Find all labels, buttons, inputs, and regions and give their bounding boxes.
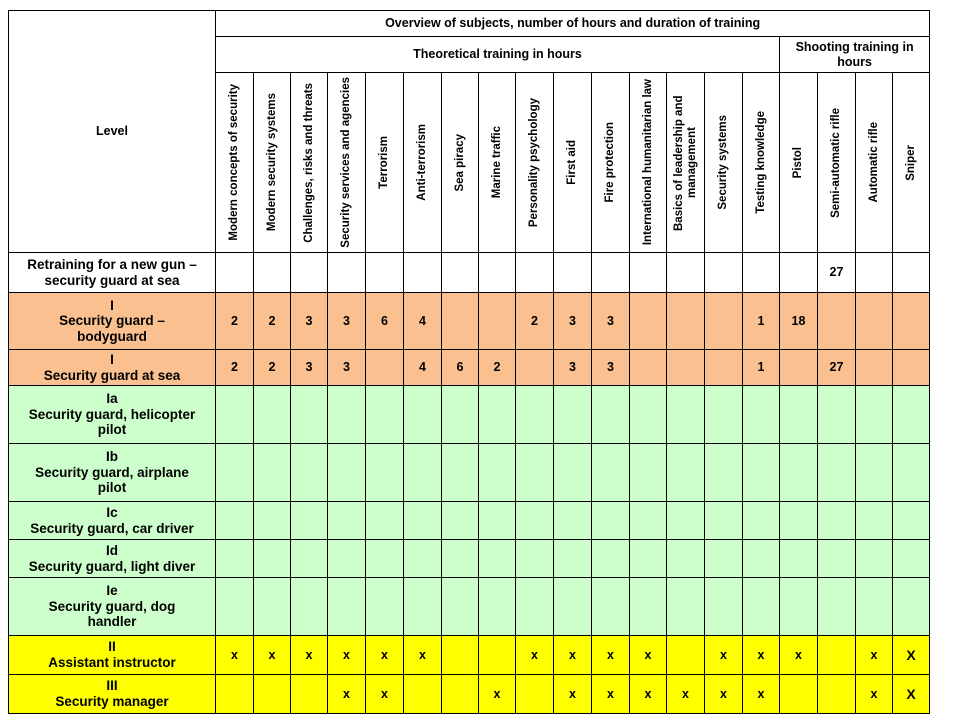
value-cell — [893, 350, 930, 386]
value-cell — [856, 386, 893, 444]
value-cell — [705, 293, 743, 350]
theoretical-subject-header — [705, 73, 743, 253]
level-header: Level — [9, 11, 216, 253]
training-overview-table — [8, 10, 930, 714]
value-cell — [328, 386, 366, 444]
value-cell — [856, 293, 893, 350]
level-text: Id — [106, 542, 118, 558]
value-cell: x — [328, 675, 366, 714]
level-text: Security guard, car driver — [30, 520, 194, 536]
value-cell: x — [554, 636, 592, 675]
value-cell — [479, 578, 516, 636]
value-cell: x — [254, 636, 291, 675]
value-cell — [667, 636, 705, 675]
value-cell — [592, 502, 630, 540]
value-cell — [592, 578, 630, 636]
level-text: security guard at sea — [44, 272, 180, 288]
value-cell — [404, 444, 442, 502]
value-cell — [366, 578, 404, 636]
value-cell: x — [856, 636, 893, 675]
value-cell — [780, 444, 818, 502]
table-row — [9, 293, 930, 350]
theoretical-subject-label: Challenges, risks and threats — [302, 82, 315, 243]
value-cell — [705, 386, 743, 444]
value-cell — [254, 675, 291, 714]
value-cell — [630, 578, 667, 636]
level-cell — [9, 253, 216, 293]
theoretical-subject-header — [743, 73, 780, 253]
value-cell — [780, 386, 818, 444]
theoretical-subject-header — [366, 73, 404, 253]
value-cell — [818, 293, 856, 350]
level-text: handler — [87, 614, 137, 630]
value-cell — [554, 253, 592, 293]
level-text: III — [106, 678, 118, 694]
shooting-training-header: Shooting training in hours — [780, 37, 930, 73]
value-cell: 3 — [554, 350, 592, 386]
value-cell — [442, 293, 479, 350]
value-cell — [291, 502, 328, 540]
value-cell — [254, 386, 291, 444]
value-cell — [216, 675, 254, 714]
value-cell — [705, 540, 743, 578]
value-cell — [893, 253, 930, 293]
value-cell — [291, 386, 328, 444]
table-row — [9, 444, 930, 502]
value-cell — [404, 540, 442, 578]
level-text: Retraining for a new gun – — [27, 256, 197, 272]
value-cell — [780, 675, 818, 714]
level-cell — [9, 540, 216, 578]
value-cell — [442, 253, 479, 293]
value-cell: x — [592, 636, 630, 675]
value-cell: x — [743, 675, 780, 714]
value-cell — [366, 444, 404, 502]
level-text: Security guard, light diver — [28, 558, 196, 574]
value-cell: X — [893, 675, 930, 714]
value-cell — [554, 502, 592, 540]
theoretical-subject-label: Security systems — [717, 115, 730, 210]
value-cell — [743, 386, 780, 444]
value-cell — [366, 253, 404, 293]
value-cell — [554, 540, 592, 578]
value-cell: 2 — [516, 293, 554, 350]
value-cell — [516, 386, 554, 444]
value-cell: x — [366, 636, 404, 675]
value-cell — [442, 578, 479, 636]
theoretical-subject-header — [516, 73, 554, 253]
value-cell — [254, 502, 291, 540]
level-text: Security manager — [55, 694, 169, 709]
value-cell — [254, 444, 291, 502]
value-cell: x — [554, 675, 592, 714]
value-cell — [780, 540, 818, 578]
value-cell — [705, 578, 743, 636]
value-cell — [856, 444, 893, 502]
value-cell — [291, 253, 328, 293]
table-row — [9, 502, 930, 540]
value-cell — [554, 386, 592, 444]
value-cell — [291, 444, 328, 502]
value-cell — [592, 540, 630, 578]
value-cell: 2 — [216, 350, 254, 386]
value-cell: x — [630, 636, 667, 675]
value-cell: 3 — [554, 293, 592, 350]
value-cell — [479, 386, 516, 444]
table-row — [9, 636, 930, 675]
value-cell — [592, 444, 630, 502]
value-cell — [328, 253, 366, 293]
value-cell — [818, 540, 856, 578]
value-cell — [516, 253, 554, 293]
value-cell: 3 — [592, 350, 630, 386]
value-cell: 2 — [254, 350, 291, 386]
theoretical-training-header: Theoretical training in hours — [216, 37, 780, 73]
value-cell: x — [516, 636, 554, 675]
theoretical-subject-header — [442, 73, 479, 253]
theoretical-subject-header — [404, 73, 442, 253]
level-cell — [9, 350, 216, 386]
theoretical-subject-label: Marine traffic — [490, 126, 503, 199]
value-cell — [667, 540, 705, 578]
shooting-subject-label: Automatic rifle — [867, 122, 880, 203]
level-text: Ib — [106, 449, 118, 465]
value-cell — [216, 502, 254, 540]
value-cell — [667, 386, 705, 444]
level-text: Ic — [106, 504, 118, 520]
value-cell — [366, 350, 404, 386]
value-cell — [893, 578, 930, 636]
value-cell: x — [404, 636, 442, 675]
value-cell — [554, 444, 592, 502]
theoretical-subject-label: Sea piracy — [453, 133, 466, 192]
level-text: Ia — [106, 391, 118, 407]
shooting-subject-label: Sniper — [904, 144, 917, 181]
value-cell — [743, 253, 780, 293]
value-cell — [291, 578, 328, 636]
shooting-subject-header — [893, 73, 930, 253]
value-cell — [630, 540, 667, 578]
value-cell — [442, 502, 479, 540]
value-cell: 6 — [366, 293, 404, 350]
value-cell — [216, 540, 254, 578]
theoretical-subject-label: Fire protection — [604, 122, 617, 203]
value-cell — [743, 502, 780, 540]
value-cell — [404, 502, 442, 540]
value-cell — [705, 444, 743, 502]
value-cell — [404, 675, 442, 714]
value-cell: X — [893, 636, 930, 675]
value-cell — [630, 444, 667, 502]
value-cell — [442, 675, 479, 714]
value-cell: 1 — [743, 293, 780, 350]
value-cell: x — [705, 675, 743, 714]
level-text: Security guard, helicopter — [28, 406, 196, 422]
value-cell — [893, 293, 930, 350]
value-cell — [291, 675, 328, 714]
level-text: I — [110, 351, 114, 367]
level-text: Security guard – — [59, 313, 165, 329]
level-cell — [9, 675, 216, 714]
level-cell — [9, 293, 216, 350]
value-cell — [516, 502, 554, 540]
value-cell: 2 — [254, 293, 291, 350]
table-title: Overview of subjects, number of hours and duration of training — [216, 11, 930, 37]
value-cell: x — [328, 636, 366, 675]
theoretical-subject-header — [667, 73, 705, 253]
value-cell — [818, 444, 856, 502]
value-cell: 3 — [328, 293, 366, 350]
value-cell — [630, 293, 667, 350]
value-cell — [893, 386, 930, 444]
value-cell — [818, 578, 856, 636]
value-cell: x — [667, 675, 705, 714]
value-cell: x — [705, 636, 743, 675]
theoretical-subject-label: Terrorism — [378, 136, 391, 189]
value-cell — [366, 540, 404, 578]
theoretical-subject-header — [328, 73, 366, 253]
value-cell — [705, 253, 743, 293]
value-cell: 1 — [743, 350, 780, 386]
value-cell — [856, 253, 893, 293]
value-cell — [254, 253, 291, 293]
value-cell — [479, 540, 516, 578]
level-cell — [9, 578, 216, 636]
value-cell — [442, 444, 479, 502]
theoretical-subject-label: Modern security systems — [265, 93, 278, 232]
value-cell — [479, 293, 516, 350]
value-cell: x — [630, 675, 667, 714]
table-row — [9, 675, 930, 714]
level-text: Security guard, dog — [48, 598, 176, 614]
value-cell — [479, 636, 516, 675]
value-cell — [366, 502, 404, 540]
level-cell — [9, 636, 216, 675]
value-cell: x — [592, 675, 630, 714]
value-cell — [404, 386, 442, 444]
value-cell — [780, 350, 818, 386]
theoretical-subject-header — [592, 73, 630, 253]
value-cell — [893, 540, 930, 578]
level-cell — [9, 502, 216, 540]
value-cell — [856, 540, 893, 578]
theoretical-subject-header — [216, 73, 254, 253]
table-row — [9, 540, 930, 578]
value-cell — [667, 350, 705, 386]
value-cell — [856, 502, 893, 540]
value-cell — [516, 578, 554, 636]
shooting-subject-header — [780, 73, 818, 253]
value-cell: 2 — [479, 350, 516, 386]
value-cell — [516, 444, 554, 502]
value-cell — [442, 636, 479, 675]
theoretical-subject-label: Testing knowledge — [754, 111, 767, 214]
value-cell — [780, 253, 818, 293]
value-cell — [291, 540, 328, 578]
theoretical-subject-label: International humanitarian law — [641, 79, 654, 246]
shooting-subject-header — [856, 73, 893, 253]
value-cell — [818, 386, 856, 444]
value-cell — [479, 444, 516, 502]
value-cell — [366, 386, 404, 444]
value-cell — [743, 540, 780, 578]
value-cell — [328, 540, 366, 578]
theoretical-subject-label: First aid — [566, 140, 579, 185]
value-cell — [328, 578, 366, 636]
value-cell — [216, 386, 254, 444]
table-row — [9, 350, 930, 386]
value-cell: x — [856, 675, 893, 714]
value-cell — [404, 578, 442, 636]
value-cell — [818, 502, 856, 540]
value-cell — [216, 253, 254, 293]
value-cell — [254, 578, 291, 636]
value-cell: 4 — [404, 293, 442, 350]
value-cell — [667, 253, 705, 293]
value-cell — [818, 636, 856, 675]
level-text: Ie — [106, 583, 118, 599]
value-cell — [216, 444, 254, 502]
value-cell: x — [366, 675, 404, 714]
value-cell: 6 — [442, 350, 479, 386]
theoretical-subject-label: Security services and agencies — [340, 77, 353, 248]
level-text: Security guard at sea — [43, 367, 181, 383]
value-cell: x — [216, 636, 254, 675]
level-text: Assistant instructor — [48, 655, 176, 670]
value-cell — [780, 502, 818, 540]
level-text: pilot — [97, 422, 127, 438]
theoretical-subject-label: Modern concepts of security — [228, 84, 241, 241]
value-cell — [479, 502, 516, 540]
value-cell — [667, 578, 705, 636]
level-text: I — [110, 297, 114, 313]
value-cell — [780, 578, 818, 636]
theoretical-subject-header — [554, 73, 592, 253]
value-cell — [743, 578, 780, 636]
value-cell — [630, 350, 667, 386]
table-row — [9, 386, 930, 444]
value-cell — [630, 386, 667, 444]
table-row — [9, 578, 930, 636]
value-cell — [554, 578, 592, 636]
value-cell: 3 — [592, 293, 630, 350]
shooting-subject-label: Semi-automatic rifle — [830, 107, 843, 218]
theoretical-subject-header — [630, 73, 667, 253]
level-text: II — [108, 639, 116, 655]
theoretical-subject-header — [254, 73, 291, 253]
value-cell: x — [291, 636, 328, 675]
value-cell — [705, 350, 743, 386]
table-row — [9, 253, 930, 293]
value-cell — [893, 444, 930, 502]
value-cell — [328, 444, 366, 502]
value-cell — [479, 253, 516, 293]
value-cell: x — [780, 636, 818, 675]
value-cell — [516, 540, 554, 578]
value-cell: x — [479, 675, 516, 714]
value-cell — [442, 540, 479, 578]
value-cell — [328, 502, 366, 540]
value-cell: 2 — [216, 293, 254, 350]
value-cell: 3 — [291, 293, 328, 350]
value-cell — [856, 350, 893, 386]
theoretical-subject-label: Personality psychology — [528, 97, 541, 228]
value-cell — [667, 293, 705, 350]
value-cell — [592, 386, 630, 444]
value-cell — [516, 675, 554, 714]
value-cell — [630, 253, 667, 293]
value-cell — [893, 502, 930, 540]
value-cell: 27 — [818, 253, 856, 293]
level-text: pilot — [97, 480, 127, 496]
value-cell — [743, 444, 780, 502]
theoretical-subject-label: Basics of leadership and management — [672, 94, 698, 231]
value-cell — [818, 675, 856, 714]
level-cell — [9, 444, 216, 502]
value-cell — [442, 386, 479, 444]
value-cell: 3 — [328, 350, 366, 386]
value-cell: 27 — [818, 350, 856, 386]
value-cell — [404, 253, 442, 293]
value-cell — [667, 444, 705, 502]
value-cell — [856, 578, 893, 636]
theoretical-subject-header — [479, 73, 516, 253]
value-cell — [516, 350, 554, 386]
value-cell: 4 — [404, 350, 442, 386]
value-cell: 18 — [780, 293, 818, 350]
level-text: bodyguard — [77, 328, 147, 344]
theoretical-subject-header — [291, 73, 328, 253]
value-cell: 3 — [291, 350, 328, 386]
value-cell — [592, 253, 630, 293]
level-cell — [9, 386, 216, 444]
value-cell: x — [743, 636, 780, 675]
value-cell — [254, 540, 291, 578]
value-cell — [630, 502, 667, 540]
value-cell — [667, 502, 705, 540]
level-text: Security guard, airplane — [35, 464, 189, 480]
shooting-subject-header — [818, 73, 856, 253]
theoretical-subject-label: Anti-terrorism — [416, 124, 429, 201]
value-cell — [216, 578, 254, 636]
shooting-subject-label: Pistol — [792, 146, 805, 179]
value-cell — [705, 502, 743, 540]
